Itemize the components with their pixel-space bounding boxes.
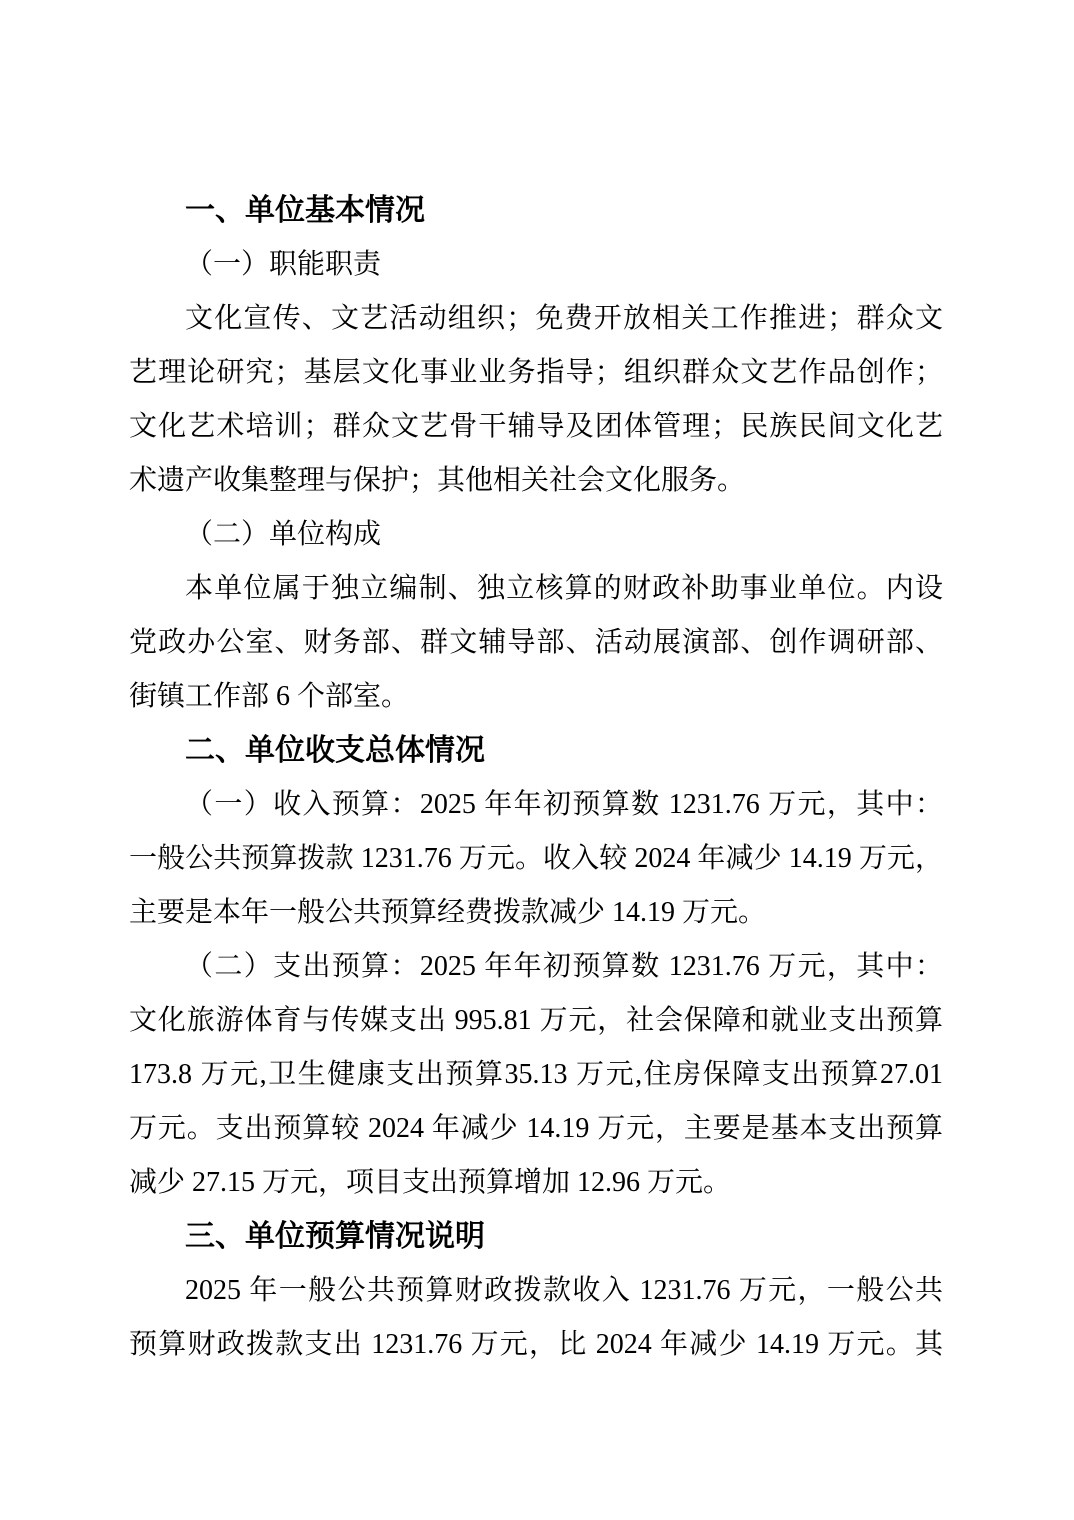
paragraph-line: 一般公共预算拨款 1231.76 万元。收入较 2024 年减少 14.19 万元， — [129, 843, 943, 874]
subsection-heading: （一）职能职责 — [185, 249, 382, 280]
paragraph-line: （二）支出预算：2025 年年初预算数 1231.76 万元，其中： — [185, 951, 943, 982]
paragraph-line: 街镇工作部 6 个部室。 — [129, 681, 410, 712]
paragraph-line: 文化旅游体育与传媒支出 995.81 万元，社会保障和就业支出预算 — [129, 1005, 943, 1036]
text-block — [129, 184, 943, 1372]
paragraph-line: 减少 27.15 万元，项目支出预算增加 12.96 万元。 — [129, 1167, 732, 1198]
section-heading: 二、单位收支总体情况 — [185, 734, 485, 767]
paragraph-line: 艺理论研究；基层文化事业业务指导；组织群众文艺作品创作； — [129, 357, 943, 388]
paragraph-line: 万元。支出预算较 2024 年减少 14.19 万元，主要是基本支出预算 — [129, 1113, 943, 1144]
paragraph-line: 173.8 万元,卫生健康支出预算35.13 万元,住房保障支出预算27.01 — [129, 1059, 943, 1090]
paragraph-line: 本单位属于独立编制、独立核算的财政补助事业单位。内设 — [185, 573, 943, 604]
paragraph-line: 2025 年一般公共预算财政拨款收入 1231.76 万元，一般公共 — [185, 1275, 943, 1306]
section-heading: 三、单位预算情况说明 — [185, 1220, 485, 1253]
paragraph-line: 文化艺术培训；群众文艺骨干辅导及团体管理；民族民间文化艺 — [129, 411, 943, 442]
section-heading: 一、单位基本情况 — [185, 194, 425, 227]
subsection-heading: （二）单位构成 — [185, 519, 382, 550]
paragraph-line: 文化宣传、文艺活动组织；免费开放相关工作推进；群众文 — [185, 303, 943, 334]
paragraph-line: 党政办公室、财务部、群文辅导部、活动展演部、创作调研部、 — [129, 627, 943, 658]
paragraph-line: 术遗产收集整理与保护；其他相关社会文化服务。 — [129, 465, 746, 496]
paragraph-line: （一）收入预算：2025 年年初预算数 1231.76 万元，其中： — [185, 789, 943, 820]
paragraph-line: 主要是本年一般公共预算经费拨款减少 14.19 万元。 — [129, 897, 767, 928]
paragraph-line: 预算财政拨款支出 1231.76 万元，比 2024 年减少 14.19 万元。其 — [129, 1329, 943, 1360]
